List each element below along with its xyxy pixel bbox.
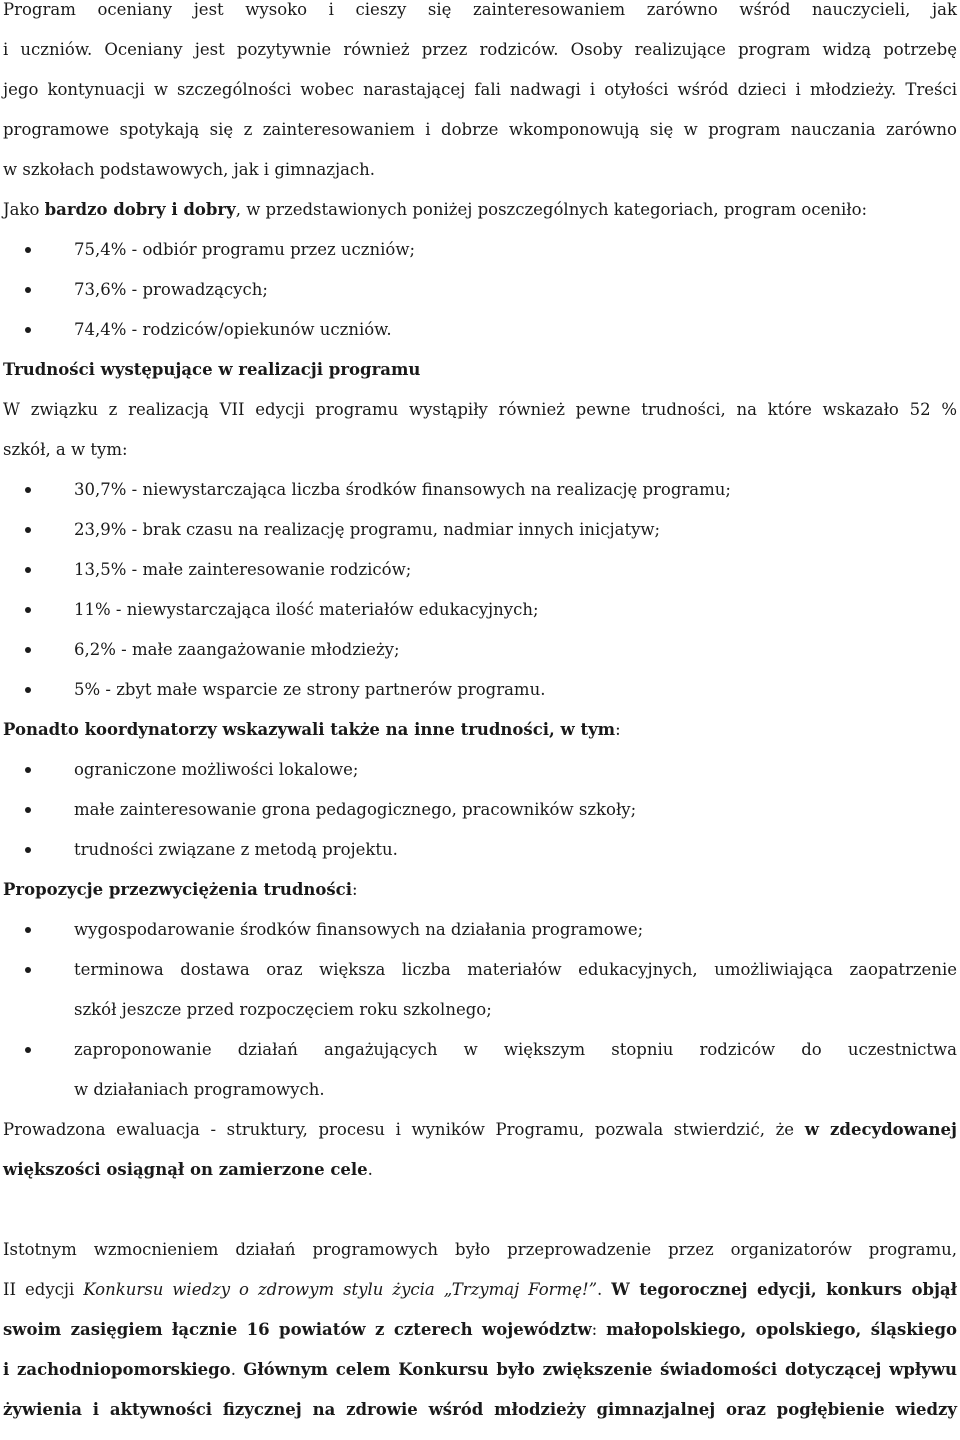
bullet-icon [25, 567, 31, 573]
evaluation-bold-1: w zdecydowanej [804, 1120, 958, 1139]
bullet-icon [25, 247, 31, 253]
bullet-icon [25, 607, 31, 613]
rating-prefix: Jako [3, 200, 45, 219]
bullet-icon [25, 287, 31, 293]
rating-item-3: 74,4% - rodziców/opiekunów uczniów. [74, 320, 392, 339]
proposal-item-3-line-1: zaproponowanie działań angażujących w większym stopniu rodziców do uczestnictwa [74, 1040, 957, 1059]
difficulty-item-5: 6,2% - małe zaangażowanie młodzieży; [74, 640, 400, 659]
difficulties-line-2: szkół, a w tym: [3, 440, 128, 459]
rating-bold: bardzo dobry i dobry [44, 200, 236, 219]
rating-intro [3, 200, 867, 240]
difficulty-item-2: 23,9% - brak czasu na realizację programu, nadmiar innych inicjatyw; [74, 520, 661, 539]
contest-bold-1: W tegorocznej edycji, konkurs objął [611, 1280, 957, 1299]
intro-line-1: Program oceniany jest wysoko i cieszy się zainteresowaniem zarówno wśród nauczycieli, jak [3, 0, 957, 19]
proposal-item-2-line-2: szkół jeszcze przed rozpoczęciem roku szkolnego; [74, 1000, 492, 1019]
rating-item-1: 75,4% - odbiór programu przez uczniów; [74, 240, 415, 259]
contest-bold-2: swoim zasięgiem łącznie 16 powiatów z czterech województw [3, 1320, 592, 1339]
contest-line-1: Istotnym wzmocnieniem działań programowych było przeprowadzenie przez organizatorów programu, [3, 1240, 957, 1259]
proposal-item-3-line-2: w działaniach programowych. [74, 1080, 325, 1099]
contest-bold-4: i zachodniopomorskiego [3, 1360, 231, 1379]
proposal-item-1: wygospodarowanie środków finansowych na działania programowe; [74, 920, 644, 939]
contest-mid-2: . [230, 1360, 244, 1379]
contest-line-5: żywienia i aktywności fizycznej na zdrowie wśród młodzieży gimnazjalnej oraz pogłębienie wiedzy [3, 1400, 957, 1419]
evaluation-suffix: . [367, 1160, 373, 1179]
rating-suffix: , w przedstawionych poniżej poszczególnych kategoriach, program oceniło: [235, 200, 868, 219]
bullet-icon [25, 807, 31, 813]
contest-line-4 [3, 1360, 957, 1400]
proposals-heading-line [3, 880, 358, 920]
contest-mid: . [597, 1280, 612, 1299]
bullet-icon [25, 327, 31, 333]
evaluation-line-1 [3, 1120, 957, 1160]
difficulties-heading: Trudności występujące w realizacji programu [3, 360, 421, 379]
other-colon: : [615, 720, 621, 739]
difficulty-item-3: 13,5% - małe zainteresowanie rodziców; [74, 560, 412, 579]
difficulties-line-1: W związku z realizacją VII edycji programu wystąpiły również pewne trudności, na które wskazało 52 % [3, 400, 957, 419]
proposals-colon: : [351, 880, 358, 899]
difficulty-item-6: 5% - zbyt małe wsparcie ze strony partnerów programu. [74, 680, 546, 699]
bullet-icon [25, 1047, 31, 1053]
evaluation-line-2 [3, 1160, 373, 1200]
other-heading: Ponadto koordynatorzy wskazywali także na inne trudności, w tym [3, 720, 616, 739]
bullet-icon [25, 487, 31, 493]
difficulty-item-4: 11% - niewystarczająca ilość materiałów edukacyjnych; [74, 600, 539, 619]
other-item-2: małe zainteresowanie grona pedagogicznego, pracowników szkoły; [74, 800, 637, 819]
other-item-1: ograniczone możliwości lokalowe; [74, 760, 359, 779]
evaluation-prefix: Prowadzona ewaluacja - struktury, procesu i wyników Programu, pozwala stwierdzić, że [3, 1120, 805, 1139]
proposals-heading: Propozycje przezwyciężenia trudności [3, 880, 352, 899]
bullet-icon [25, 647, 31, 653]
contest-title: Konkursu wiedzy o zdrowym stylu życia „Trzymaj Formę!” [83, 1280, 598, 1299]
contest-line-3 [3, 1320, 957, 1360]
evaluation-bold-2: większości osiągnął on zamierzone cele [3, 1160, 368, 1179]
intro-line-4: programowe spotykają się z zainteresowaniem i dobrze wkomponowują się w program nauczania zarówno [3, 120, 957, 139]
contest-bold-3: małopolskiego, opolskiego, śląskiego [606, 1320, 957, 1339]
contest-line-2 [3, 1280, 957, 1320]
rating-item-2: 73,6% - prowadzących; [74, 280, 268, 299]
bullet-icon [25, 847, 31, 853]
intro-line-5: w szkołach podstawowych, jak i gimnazjach. [3, 160, 376, 179]
intro-line-2: i uczniów. Oceniany jest pozytywnie również przez rodziców. Osoby realizujące program widzą potrzebę [3, 40, 957, 59]
bullet-icon [25, 767, 31, 773]
difficulty-item-1: 30,7% - niewystarczająca liczba środków finansowych na realizację programu; [74, 480, 731, 499]
bullet-icon [25, 967, 31, 973]
contest-prefix: II edycji [3, 1280, 84, 1299]
contest-bold-5: Głównym celem Konkursu było zwiększenie świadomości dotyczącej wpływu [243, 1360, 957, 1379]
proposal-item-2-line-1: terminowa dostawa oraz większa liczba materiałów edukacyjnych, umożliwiająca zaopatrzenie [74, 960, 957, 979]
bullet-icon [25, 927, 31, 933]
contest-colon: : [591, 1320, 607, 1339]
other-item-3: trudności związane z metodą projektu. [74, 840, 398, 859]
bullet-icon [25, 527, 31, 533]
bullet-icon [25, 687, 31, 693]
intro-line-3: jego kontynuacji w szczególności wobec narastającej fali nadwagi i otyłości wśród dzieci i młodzieży. Treści [3, 80, 957, 99]
other-heading-line [3, 720, 621, 760]
